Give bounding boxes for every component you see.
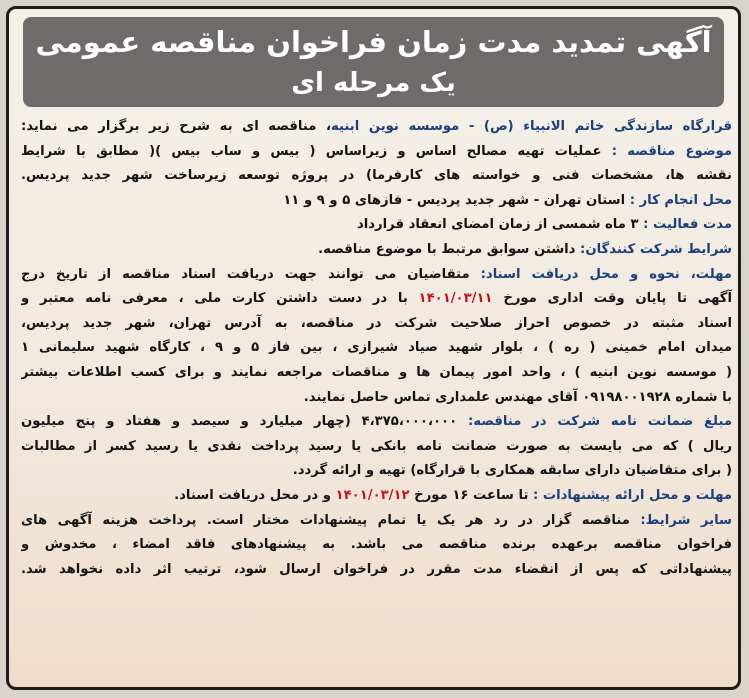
date-value: ۱۴۰۱/۰۳/۱۲ <box>335 487 410 503</box>
line-text: مناقصه گزار در رد هر یک یا تمام پیشنهادات مختار است. پرداخت هزینه آگهی های <box>21 512 641 528</box>
line-text: تا ساعت ۱۶ مورخ <box>409 487 533 503</box>
field-label: موضوع مناقصه : <box>611 143 732 159</box>
field-label: مهلت و محل ارائه پیشنهادات : <box>533 487 732 503</box>
notice-line <box>21 484 732 509</box>
title-banner <box>23 17 724 107</box>
notice-line <box>21 361 732 386</box>
notice-line <box>21 263 732 288</box>
notice-line <box>21 459 732 484</box>
line-text: با در دست داشتن کارت ملی ، معرفی نامه معتبر و <box>21 291 419 307</box>
notice-line <box>21 213 732 238</box>
notice-line <box>21 509 732 534</box>
date-value: ۱۴۰۱/۰۳/۱۱ <box>418 291 493 307</box>
line-text: داشتن سوابق مرتبط با موضوع مناقصه. <box>318 241 581 257</box>
line-text: ( موسسه نوین ابنیه ) ، واحد امور پیمان ها و مناقصات مراجعه نمایند و برای کسب اطلاعات بیشتر <box>21 364 732 380</box>
line-text: ، مناقصه ای به شرح زیر برگزار می نماید: <box>21 119 332 134</box>
notice-line <box>21 533 732 558</box>
line-text: ریال ) که می بایست به صورت ضمانت نامه بانکی یا رسید پرداخت نقدی یا رسید کسر از مطالبات <box>21 438 732 454</box>
notice-line <box>21 558 732 583</box>
notice-line <box>21 140 732 165</box>
notice-line <box>21 312 732 337</box>
field-label: سایر شرایط: <box>640 512 732 528</box>
tender-notice <box>6 6 741 690</box>
notice-line <box>21 238 732 263</box>
line-text: اسناد مثبته در خصوص احراز صلاحیت شرکت در مناقصه، به آدرس تهران، شهر جدید پردیس، <box>21 315 732 331</box>
line-text: استان تهران - شهر جدید پردیس - فازهای ۵ و ۹ و ۱۱ <box>283 192 630 208</box>
field-label: قرارگاه سازندگی خاتم الانبیاء (ص) - موسسه نوین ابنیه <box>331 119 732 134</box>
line-text: عملیات تهیه مصالح اساس و زیراساس ( بیس و ساب بیس )( مطابق با شرایط <box>21 143 612 159</box>
notice-line <box>21 164 732 189</box>
line-text: متقاضیان می توانند جهت دریافت اسناد مناقصه از تاریخ درج <box>21 266 481 282</box>
notice-line <box>21 336 732 361</box>
notice-line <box>21 189 732 214</box>
notice-line <box>21 435 732 460</box>
line-text: پیشنهاداتی که پس از انقضاء مدت مقرر در فراخوان ارسال شود، ترتیب اثر داده نخواهد شد. <box>21 561 732 577</box>
notice-title: آگهی تمدید مدت زمان فراخوان مناقصه عمومی <box>35 25 712 59</box>
notice-line <box>21 386 732 411</box>
notice-line <box>21 115 732 140</box>
field-label: مهلت، نحوه و محل دریافت اسناد: <box>480 266 732 282</box>
field-label: مبلغ ضمانت نامه شرکت در مناقصه: <box>467 414 732 430</box>
line-text: و در محل دریافت اسناد. <box>174 487 336 503</box>
field-label: شرایط شرکت کنندگان: <box>580 241 732 257</box>
line-text: ( برای متقاضیان دارای سابقه همکاری با قرارگاه) تهیه و ارائه گردد. <box>292 463 732 479</box>
field-label: محل انجام کار : <box>629 192 732 208</box>
notice-line <box>21 410 732 435</box>
line-text: با شماره ۰۹۱۹۸۰۰۱۹۲۸ آقای مهندس علمداری تماس حاصل نمایند. <box>303 389 732 405</box>
field-label: مدت فعالیت : <box>643 217 732 233</box>
line-text: ۴،۳۷۵،۰۰۰،۰۰۰ (چهار میلیارد و سیصد و هفتاد و پنج میلیون <box>21 414 468 430</box>
line-text: فراخوان مناقصه برعهده برنده مناقصه می باشد. به پیشنهادهای فاقد امضاء ، مخدوش و <box>21 537 732 553</box>
notice-subtitle: یک مرحله ای <box>291 68 456 98</box>
notice-body <box>21 115 732 582</box>
line-text: میدان امام خمینی ( ره ) ، بلوار شهید صیاد شیرازی ، بین فاز ۵ و ۹ ، کارگاه شهید سلیمانی ۱ <box>21 340 732 356</box>
line-text: نقشه ها، مشخصات فنی و خواسته های کارفرما) در پروژه توسعه زیرساخت شهر جدید پردیس. <box>21 168 732 184</box>
line-text: آگهی تا پایان وقت اداری مورخ <box>492 291 732 307</box>
line-text: ۳ ماه شمسی از زمان امضای انعقاد قرارداد <box>356 217 644 233</box>
notice-line <box>21 287 732 312</box>
